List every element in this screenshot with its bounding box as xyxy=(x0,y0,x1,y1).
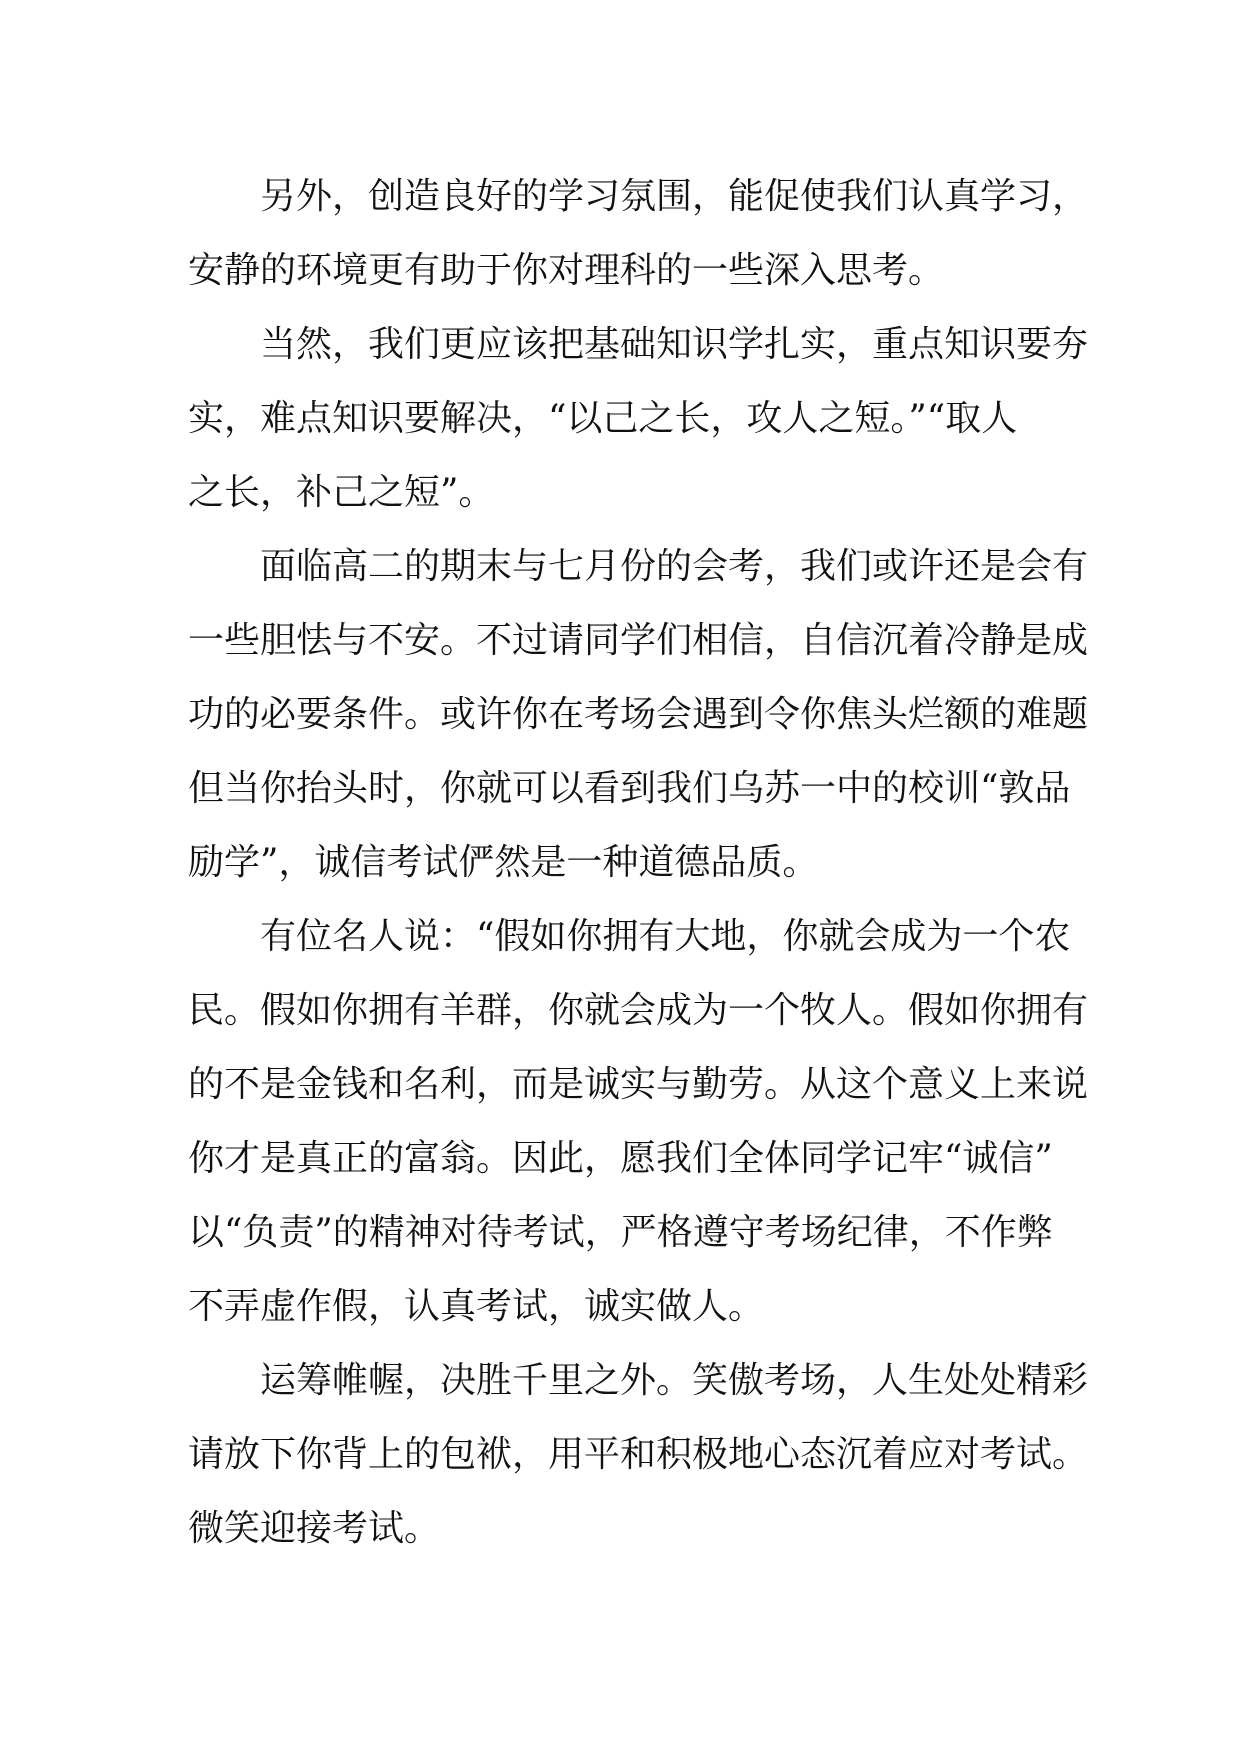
paragraph-5 xyxy=(188,1344,1089,1566)
text-line: 之长，补己之短”。 xyxy=(188,472,495,513)
paragraph-1 xyxy=(188,160,1089,308)
text-line: 运筹帷幄，决胜千里之外。笑傲考场，人生处处精彩 xyxy=(260,1360,1089,1401)
paragraph-4 xyxy=(188,900,1089,1344)
text-line: 另外，创造良好的学习氛围，能促使我们认真学习， xyxy=(260,176,1089,217)
text-line: 功的必要条件。或许你在考场会遇到令你焦头烂额的难题 xyxy=(188,694,1089,735)
text-line: 有位名人说：“假如你拥有大地，你就会成为一个农 xyxy=(260,916,1071,957)
paragraph-2 xyxy=(188,308,1089,530)
paragraph-3 xyxy=(188,530,1089,900)
text-line: 面临高二的期末与七月份的会考，我们或许还是会有 xyxy=(260,546,1089,587)
document-body xyxy=(188,160,1089,1566)
text-line: 励学”，诚信考试俨然是一种道德品质。 xyxy=(188,842,819,883)
text-line: 不弄虚作假，认真考试，诚实做人。 xyxy=(188,1286,765,1327)
text-line: 的不是金钱和名利，而是诚实与勤劳。从这个意义上来说 xyxy=(188,1064,1089,1105)
text-line: 但当你抬头时，你就可以看到我们乌苏一中的校训“敦品 xyxy=(188,768,1071,809)
text-line: 一些胆怯与不安。不过请同学们相信，自信沉着冷静是成 xyxy=(188,620,1089,661)
text-line: 实，难点知识要解决，“以己之长，攻人之短。”“取人 xyxy=(188,398,1018,439)
text-line: 当然，我们更应该把基础知识学扎实，重点知识要夯 xyxy=(260,324,1089,365)
text-line: 你才是真正的富翁。因此，愿我们全体同学记牢“诚信” xyxy=(188,1138,1053,1179)
text-line: 民。假如你拥有羊群，你就会成为一个牧人。假如你拥有 xyxy=(188,990,1089,1031)
text-line: 安静的环境更有助于你对理科的一些深入思考。 xyxy=(188,250,945,291)
text-line: 以“负责”的精神对待考试，严格遵守考场纪律，不作弊 xyxy=(188,1212,1053,1253)
text-line: 微笑迎接考试。 xyxy=(188,1508,441,1549)
text-line: 请放下你背上的包袱，用平和积极地心态沉着应对考试。 xyxy=(188,1434,1089,1475)
